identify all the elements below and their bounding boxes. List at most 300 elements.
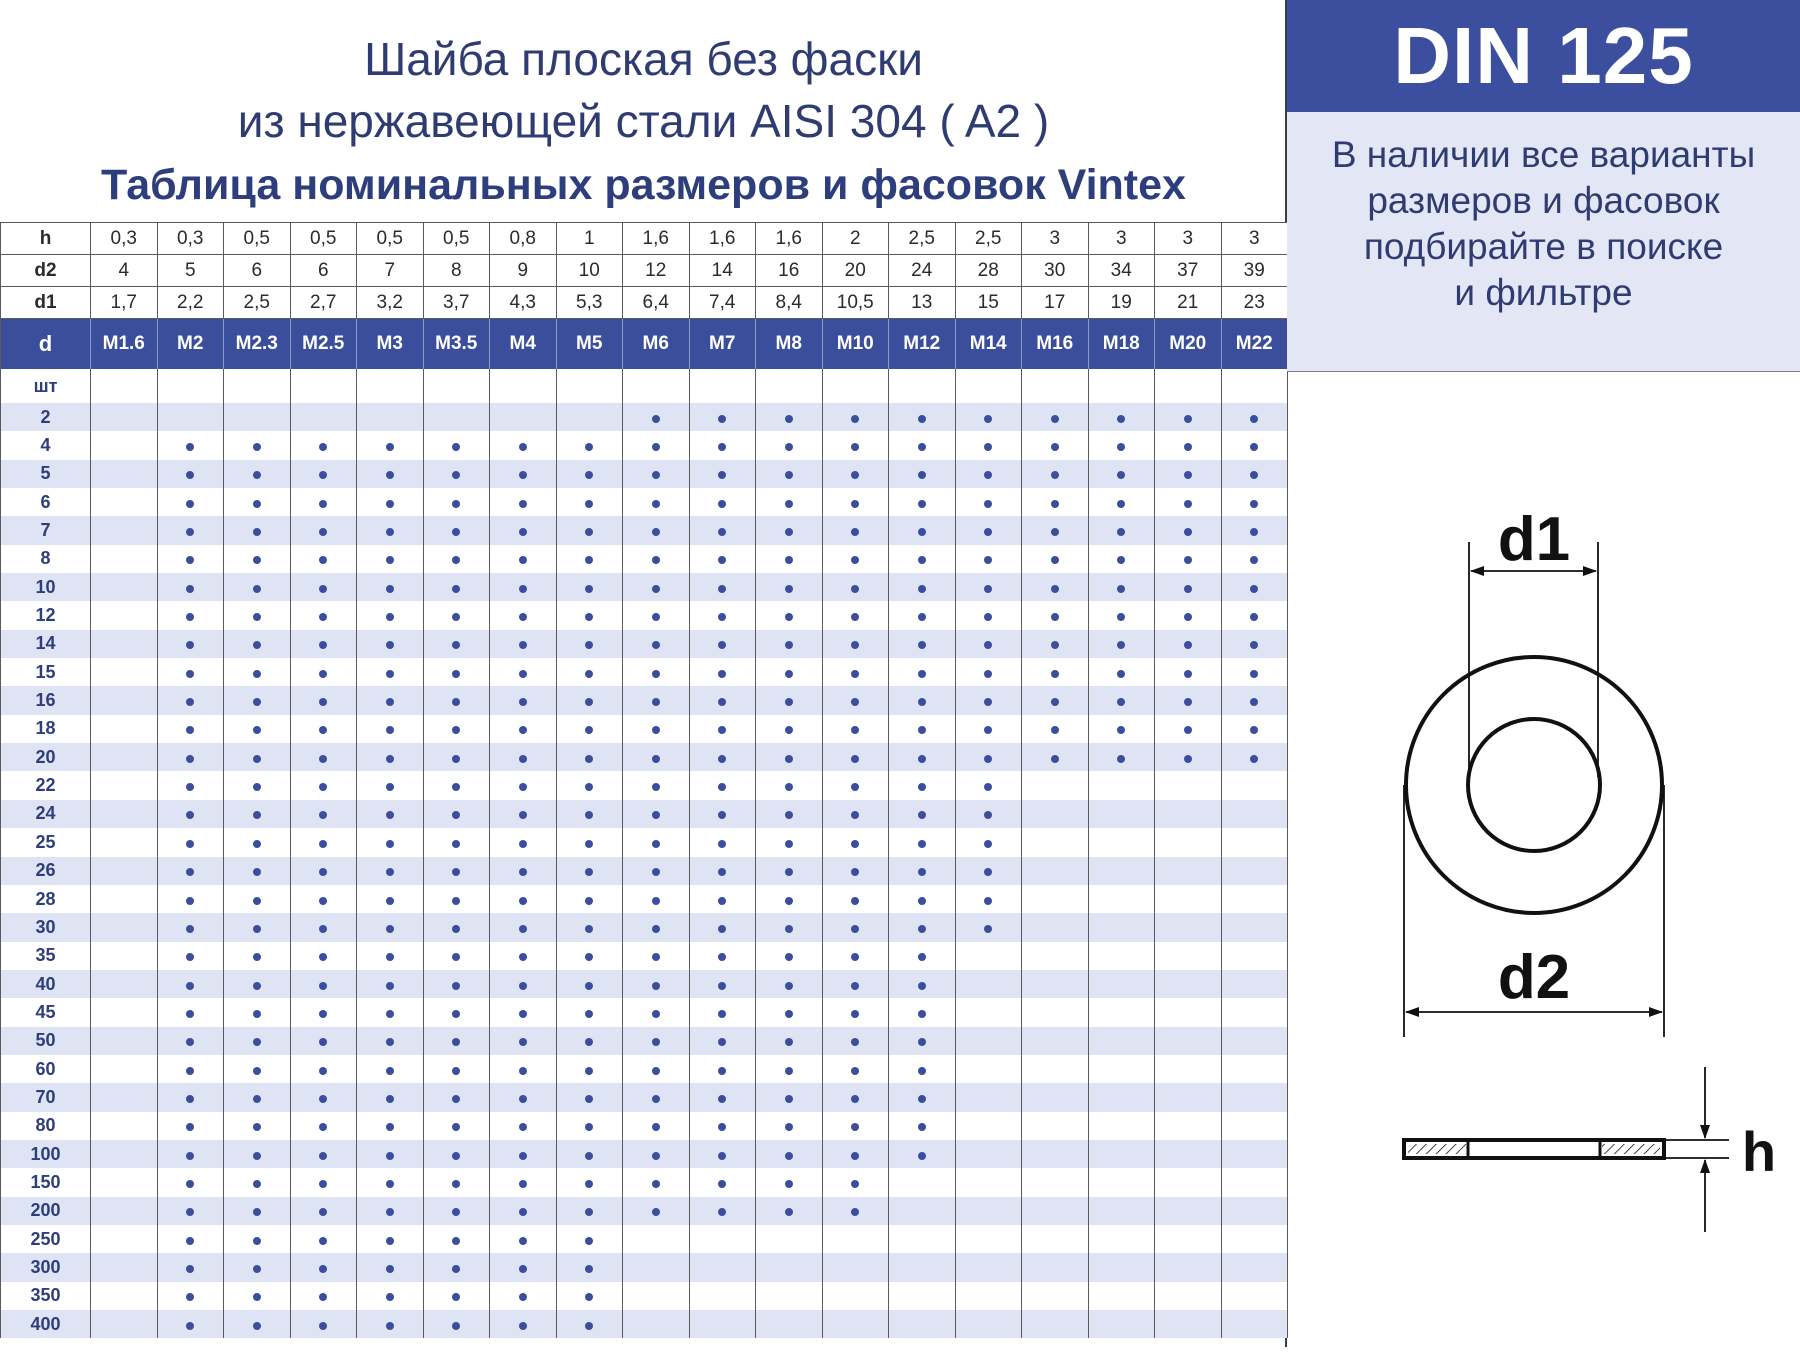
availability-cell	[290, 1197, 357, 1225]
available-dot-icon	[253, 726, 261, 734]
available-dot-icon	[452, 953, 460, 961]
availability-cell	[756, 1083, 823, 1111]
availability-cell	[955, 743, 1022, 771]
availability-cell	[623, 601, 690, 629]
empty-cell	[1221, 1055, 1288, 1083]
empty-cell	[689, 1310, 756, 1338]
available-dot-icon	[718, 613, 726, 621]
note-line-2: размеров и фасовок	[1367, 180, 1720, 221]
availability-cell	[490, 998, 557, 1026]
availability-cell	[490, 658, 557, 686]
available-dot-icon	[386, 868, 394, 876]
available-dot-icon	[918, 585, 926, 593]
d2-value: 24	[889, 255, 956, 287]
available-dot-icon	[1250, 500, 1258, 508]
availability-cell	[689, 686, 756, 714]
availability-cell	[157, 1027, 224, 1055]
available-dot-icon	[585, 840, 593, 848]
empty-cell	[1088, 1027, 1155, 1055]
availability-cell	[689, 1112, 756, 1140]
available-dot-icon	[718, 443, 726, 451]
available-dot-icon	[386, 783, 394, 791]
available-dot-icon	[253, 925, 261, 933]
availability-cell	[822, 1083, 889, 1111]
available-dot-icon	[452, 1010, 460, 1018]
available-dot-icon	[984, 471, 992, 479]
available-dot-icon	[984, 500, 992, 508]
available-dot-icon	[452, 1265, 460, 1273]
available-dot-icon	[386, 755, 394, 763]
empty-cell	[91, 857, 158, 885]
available-dot-icon	[452, 897, 460, 905]
available-dot-icon	[785, 556, 793, 564]
available-dot-icon	[785, 1208, 793, 1216]
empty-cell	[1155, 857, 1222, 885]
availability-cell	[556, 970, 623, 998]
availability-cell	[290, 686, 357, 714]
availability-cell	[889, 460, 956, 488]
availability-cell	[955, 516, 1022, 544]
availability-cell	[157, 630, 224, 658]
availability-cell	[955, 460, 1022, 488]
available-dot-icon	[1184, 556, 1192, 564]
availability-cell	[490, 1225, 557, 1253]
size-header-cell: M14	[955, 319, 1022, 370]
available-dot-icon	[851, 415, 859, 423]
available-dot-icon	[452, 1067, 460, 1075]
available-dot-icon	[984, 868, 992, 876]
available-dot-icon	[519, 613, 527, 621]
available-dot-icon	[386, 1265, 394, 1273]
availability-cell	[290, 431, 357, 459]
availability-cell	[1155, 715, 1222, 743]
available-dot-icon	[851, 868, 859, 876]
available-dot-icon	[519, 868, 527, 876]
availability-cell	[490, 857, 557, 885]
availability-cell	[1088, 403, 1155, 431]
availability-cell	[290, 516, 357, 544]
h-value: 0,5	[224, 223, 291, 255]
available-dot-icon	[386, 1152, 394, 1160]
available-dot-icon	[253, 1265, 261, 1273]
available-dot-icon	[186, 726, 194, 734]
availability-cell	[423, 601, 490, 629]
availability-cell	[889, 1140, 956, 1168]
available-dot-icon	[918, 925, 926, 933]
availability-cell	[1155, 431, 1222, 459]
available-dot-icon	[452, 670, 460, 678]
availability-cell	[157, 885, 224, 913]
available-dot-icon	[984, 528, 992, 536]
availability-cell	[423, 460, 490, 488]
available-dot-icon	[519, 1208, 527, 1216]
empty-cell	[1221, 800, 1288, 828]
empty-cell	[1155, 1168, 1222, 1196]
availability-cell	[224, 1055, 291, 1083]
empty-cell	[1088, 1112, 1155, 1140]
availability-cell	[689, 601, 756, 629]
availability-cell	[290, 488, 357, 516]
empty-cell	[1088, 998, 1155, 1026]
available-dot-icon	[519, 443, 527, 451]
empty-cell	[1221, 1282, 1288, 1310]
available-dot-icon	[386, 897, 394, 905]
d1-value: 15	[955, 287, 1022, 319]
availability-cell	[689, 431, 756, 459]
d2-value: 30	[1022, 255, 1089, 287]
empty-cell	[556, 369, 623, 403]
availability-cell	[290, 1310, 357, 1338]
size-header-cell: M4	[490, 319, 557, 370]
qty-label: 70	[1, 1083, 91, 1111]
availability-cell	[756, 1055, 823, 1083]
d1-value: 7,4	[689, 287, 756, 319]
empty-cell	[623, 1225, 690, 1253]
available-dot-icon	[186, 925, 194, 933]
available-dot-icon	[585, 897, 593, 905]
availability-cell	[756, 1168, 823, 1196]
availability-cell	[290, 715, 357, 743]
availability-cell	[357, 1027, 424, 1055]
availability-cell	[822, 573, 889, 601]
availability-cell	[1022, 545, 1089, 573]
availability-cell	[623, 857, 690, 885]
available-dot-icon	[1117, 415, 1125, 423]
empty-cell	[91, 1055, 158, 1083]
availability-cell	[157, 1055, 224, 1083]
available-dot-icon	[984, 585, 992, 593]
available-dot-icon	[519, 1322, 527, 1330]
available-dot-icon	[319, 641, 327, 649]
size-header-cell: M10	[822, 319, 889, 370]
available-dot-icon	[918, 500, 926, 508]
available-dot-icon	[718, 1180, 726, 1188]
standard-badge: DIN 125	[1287, 0, 1800, 112]
availability-cell	[423, 630, 490, 658]
availability-cell	[556, 573, 623, 601]
empty-cell	[1221, 913, 1288, 941]
availability-cell	[1022, 403, 1089, 431]
washer-outer-circle	[1406, 657, 1662, 913]
availability-cell	[224, 800, 291, 828]
qty-label: 100	[1, 1140, 91, 1168]
empty-cell	[955, 1310, 1022, 1338]
available-dot-icon	[1184, 443, 1192, 451]
empty-cell	[822, 1253, 889, 1281]
available-dot-icon	[253, 1152, 261, 1160]
available-dot-icon	[918, 897, 926, 905]
available-dot-icon	[1117, 670, 1125, 678]
available-dot-icon	[452, 641, 460, 649]
availability-cell	[756, 771, 823, 799]
availability-cell	[556, 545, 623, 573]
available-dot-icon	[785, 500, 793, 508]
qty-row	[1, 743, 1288, 771]
availability-cell	[290, 1112, 357, 1140]
available-dot-icon	[785, 897, 793, 905]
availability-cell	[1155, 488, 1222, 516]
qty-label: 5	[1, 460, 91, 488]
qty-label: 26	[1, 857, 91, 885]
availability-cell	[756, 1112, 823, 1140]
available-dot-icon	[519, 528, 527, 536]
qty-label: 400	[1, 1310, 91, 1338]
empty-cell	[1221, 885, 1288, 913]
availability-cell	[889, 1083, 956, 1111]
availability-cell	[689, 942, 756, 970]
empty-cell	[889, 1282, 956, 1310]
available-dot-icon	[851, 613, 859, 621]
available-dot-icon	[1117, 528, 1125, 536]
available-dot-icon	[785, 726, 793, 734]
available-dot-icon	[785, 1095, 793, 1103]
empty-cell	[955, 970, 1022, 998]
available-dot-icon	[386, 1067, 394, 1075]
availability-cell	[889, 431, 956, 459]
availability-cell	[357, 1083, 424, 1111]
available-dot-icon	[718, 415, 726, 423]
available-dot-icon	[452, 585, 460, 593]
availability-cell	[423, 1225, 490, 1253]
available-dot-icon	[253, 1322, 261, 1330]
available-dot-icon	[918, 1010, 926, 1018]
availability-cell	[689, 516, 756, 544]
empty-cell	[224, 369, 291, 403]
available-dot-icon	[1250, 471, 1258, 479]
availability-cell	[556, 488, 623, 516]
availability-cell	[955, 771, 1022, 799]
available-dot-icon	[652, 415, 660, 423]
d2-value: 4	[91, 255, 158, 287]
available-dot-icon	[186, 1010, 194, 1018]
available-dot-icon	[851, 1038, 859, 1046]
availability-cell	[224, 913, 291, 941]
available-dot-icon	[984, 925, 992, 933]
available-dot-icon	[918, 443, 926, 451]
availability-cell	[290, 857, 357, 885]
available-dot-icon	[386, 1010, 394, 1018]
available-dot-icon	[718, 1038, 726, 1046]
availability-cell	[157, 970, 224, 998]
available-dot-icon	[253, 868, 261, 876]
available-dot-icon	[918, 698, 926, 706]
d1-value: 21	[1155, 287, 1222, 319]
availability-cell	[357, 1112, 424, 1140]
availability-cell	[224, 1112, 291, 1140]
availability-cell	[423, 771, 490, 799]
availability-cell	[756, 403, 823, 431]
available-dot-icon	[186, 443, 194, 451]
available-dot-icon	[1117, 726, 1125, 734]
availability-cell	[157, 601, 224, 629]
availability-cell	[955, 545, 1022, 573]
availability-cell	[822, 715, 889, 743]
empty-cell	[1155, 369, 1222, 403]
availability-cell	[357, 942, 424, 970]
availability-cell	[490, 1197, 557, 1225]
availability-cell	[290, 970, 357, 998]
availability-cell	[955, 885, 1022, 913]
qty-label: 200	[1, 1197, 91, 1225]
available-dot-icon	[186, 1293, 194, 1301]
availability-cell	[1155, 658, 1222, 686]
h-value: 1,6	[756, 223, 823, 255]
available-dot-icon	[452, 868, 460, 876]
empty-cell	[955, 1112, 1022, 1140]
available-dot-icon	[186, 471, 194, 479]
empty-cell	[1022, 771, 1089, 799]
available-dot-icon	[253, 897, 261, 905]
available-dot-icon	[386, 500, 394, 508]
availability-cell	[556, 1197, 623, 1225]
available-dot-icon	[186, 613, 194, 621]
available-dot-icon	[718, 585, 726, 593]
empty-cell	[91, 1253, 158, 1281]
availability-cell	[822, 630, 889, 658]
available-dot-icon	[519, 698, 527, 706]
availability-cell	[490, 828, 557, 856]
availability-cell	[290, 601, 357, 629]
h-value: 0,3	[91, 223, 158, 255]
empty-cell	[91, 998, 158, 1026]
availability-cell	[756, 658, 823, 686]
qty-label: 250	[1, 1225, 91, 1253]
available-dot-icon	[253, 1038, 261, 1046]
h-value: 3	[1088, 223, 1155, 255]
availability-cell	[756, 800, 823, 828]
empty-cell	[1022, 1027, 1089, 1055]
empty-cell	[623, 1310, 690, 1338]
available-dot-icon	[253, 1095, 261, 1103]
qty-label: 15	[1, 658, 91, 686]
size-header-cell: M2.5	[290, 319, 357, 370]
available-dot-icon	[253, 755, 261, 763]
availability-cell	[889, 942, 956, 970]
available-dot-icon	[1051, 471, 1059, 479]
available-dot-icon	[652, 925, 660, 933]
availability-cell	[423, 516, 490, 544]
availability-cell	[224, 488, 291, 516]
empty-cell	[955, 1168, 1022, 1196]
availability-cell	[423, 1055, 490, 1083]
qty-label: 14	[1, 630, 91, 658]
available-dot-icon	[186, 1208, 194, 1216]
availability-cell	[224, 516, 291, 544]
availability-cell	[623, 431, 690, 459]
available-dot-icon	[519, 585, 527, 593]
availability-cell	[1221, 715, 1288, 743]
available-dot-icon	[585, 641, 593, 649]
qty-label: 80	[1, 1112, 91, 1140]
availability-cell	[423, 885, 490, 913]
empty-cell	[1088, 942, 1155, 970]
empty-cell	[1088, 1253, 1155, 1281]
empty-cell	[1155, 998, 1222, 1026]
available-dot-icon	[652, 500, 660, 508]
available-dot-icon	[519, 1180, 527, 1188]
availability-cell	[224, 1027, 291, 1055]
size-header-cell: M8	[756, 319, 823, 370]
availability-cell	[689, 857, 756, 885]
h-value: 1	[556, 223, 623, 255]
available-dot-icon	[585, 1123, 593, 1131]
availability-cell	[1155, 516, 1222, 544]
h-value: 2,5	[889, 223, 956, 255]
available-dot-icon	[851, 1123, 859, 1131]
h-value: 0,5	[357, 223, 424, 255]
availability-cell	[423, 970, 490, 998]
d2-value: 9	[490, 255, 557, 287]
qty-row	[1, 516, 1288, 544]
empty-cell	[955, 369, 1022, 403]
available-dot-icon	[319, 1265, 327, 1273]
availability-cell	[490, 1282, 557, 1310]
available-dot-icon	[585, 1322, 593, 1330]
empty-cell	[1088, 1282, 1155, 1310]
available-dot-icon	[253, 953, 261, 961]
available-dot-icon	[519, 471, 527, 479]
availability-cell	[290, 658, 357, 686]
available-dot-icon	[1250, 585, 1258, 593]
availability-cell	[623, 1112, 690, 1140]
available-dot-icon	[918, 471, 926, 479]
available-dot-icon	[984, 897, 992, 905]
available-dot-icon	[851, 500, 859, 508]
availability-cell	[1221, 686, 1288, 714]
availability-cell	[290, 1083, 357, 1111]
availability-cell	[157, 857, 224, 885]
available-dot-icon	[851, 811, 859, 819]
available-dot-icon	[519, 1293, 527, 1301]
available-dot-icon	[519, 840, 527, 848]
availability-cell	[689, 1197, 756, 1225]
availability-cell	[357, 800, 424, 828]
available-dot-icon	[386, 1208, 394, 1216]
empty-cell	[1221, 1140, 1288, 1168]
available-dot-icon	[984, 840, 992, 848]
available-dot-icon	[851, 755, 859, 763]
availability-cell	[490, 1027, 557, 1055]
available-dot-icon	[452, 840, 460, 848]
availability-cell	[490, 545, 557, 573]
availability-cell	[955, 630, 1022, 658]
empty-cell	[689, 1253, 756, 1281]
availability-cell	[224, 431, 291, 459]
available-dot-icon	[253, 698, 261, 706]
available-dot-icon	[386, 982, 394, 990]
availability-cell	[889, 857, 956, 885]
availability-cell	[756, 1197, 823, 1225]
available-dot-icon	[652, 1208, 660, 1216]
available-dot-icon	[718, 528, 726, 536]
available-dot-icon	[253, 556, 261, 564]
available-dot-icon	[452, 613, 460, 621]
available-dot-icon	[718, 811, 726, 819]
available-dot-icon	[253, 1237, 261, 1245]
qty-row	[1, 1197, 1288, 1225]
available-dot-icon	[519, 953, 527, 961]
available-dot-icon	[851, 982, 859, 990]
qty-label: 7	[1, 516, 91, 544]
availability-cell	[357, 1253, 424, 1281]
d2-value: 8	[423, 255, 490, 287]
availability-cell	[490, 913, 557, 941]
available-dot-icon	[1184, 613, 1192, 621]
empty-cell	[1022, 942, 1089, 970]
size-header-cell: M16	[1022, 319, 1089, 370]
available-dot-icon	[1250, 755, 1258, 763]
available-dot-icon	[652, 528, 660, 536]
